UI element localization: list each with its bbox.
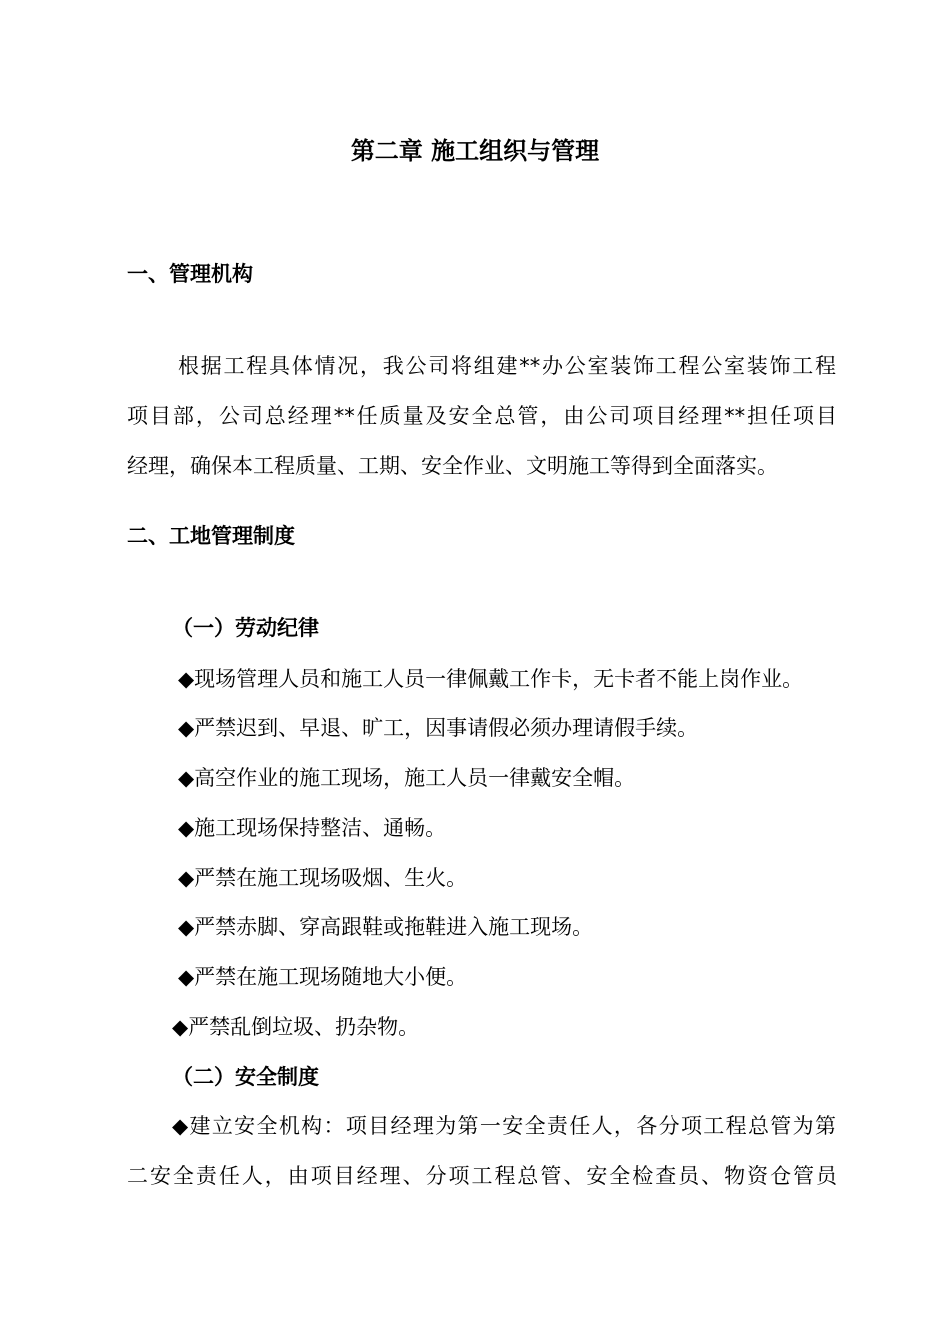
section-heading-management: 一、管理机构 — [127, 262, 253, 286]
paragraph-line: 经理，确保本工程质量、工期、安全作业、文明施工等得到全面落实。 — [127, 454, 778, 478]
paragraph-line: ◆建立安全机构：项目经理为第一安全责任人，各分项工程总管为第 — [172, 1114, 836, 1138]
list-item: ◆严禁乱倒垃圾、扔杂物。 — [172, 1015, 420, 1039]
subsection-heading-labor: （一）劳动纪律 — [172, 616, 319, 640]
subsection-heading-safety: （二）安全制度 — [172, 1065, 319, 1089]
list-item: ◆严禁在施工现场随地大小便。 — [178, 965, 468, 989]
list-item: ◆现场管理人员和施工人员一律佩戴工作卡，无卡者不能上岗作业。 — [178, 667, 804, 691]
chapter-title: 第二章 施工组织与管理 — [350, 137, 600, 165]
list-item: ◆严禁在施工现场吸烟、生火。 — [178, 866, 468, 890]
list-item: ◆严禁迟到、早退、旷工，因事请假必须办理请假手续。 — [178, 716, 699, 740]
list-item: ◆严禁赤脚、穿高跟鞋或拖鞋进入施工现场。 — [178, 915, 594, 939]
paragraph-line: 项目部，公司总经理**任质量及安全总管，由公司项目经理**担任项目 — [127, 404, 837, 428]
paragraph-line: 二安全责任人，由项目经理、分项工程总管、安全检查员、物资仓管员 — [127, 1164, 837, 1188]
list-item: ◆高空作业的施工现场，施工人员一律戴安全帽。 — [178, 766, 636, 790]
section-heading-site-rules: 二、工地管理制度 — [127, 524, 295, 548]
paragraph-line: 根据工程具体情况，我公司将组建**办公室装饰工程公室装饰工程 — [178, 354, 836, 378]
list-item: ◆施工现场保持整洁、通畅。 — [178, 816, 447, 840]
